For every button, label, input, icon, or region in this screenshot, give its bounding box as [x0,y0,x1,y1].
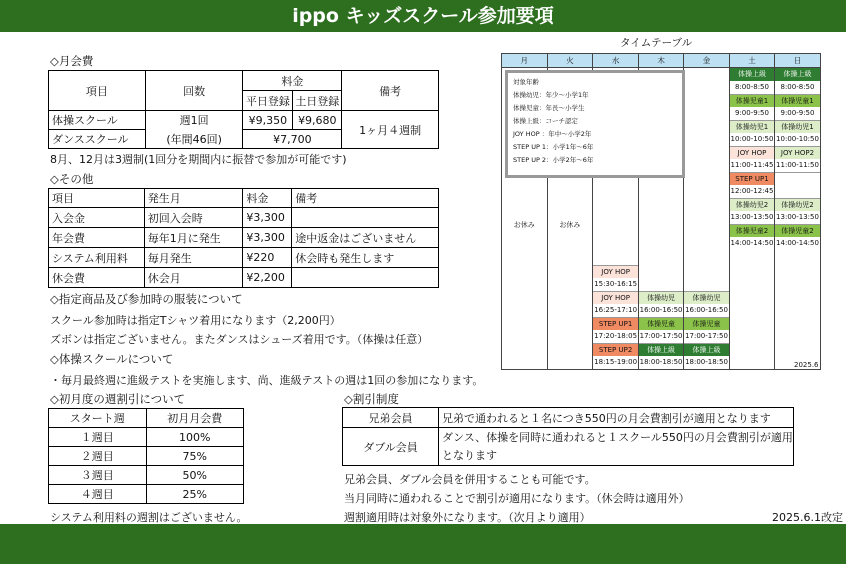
table-cell: １週目 [49,428,147,447]
table-header: 項目 [49,189,145,208]
age-line: 体操上級：コーチ認定 [513,117,578,125]
table-cell: ４週目 [49,485,147,504]
sat-column [730,68,775,370]
table-cell: システム利用料 [49,248,145,268]
apparel-line-1: スクール参加時は指定Tシャツ着用になります（2,200円） [50,314,341,327]
class-time: 8:00-8:50 [735,83,769,91]
class-name: JOY HOP2 [775,146,820,159]
table-cell: 1ヶ月４週制 [342,111,439,149]
table-cell: ¥9,680 [293,111,342,130]
class-name: 体操幼児1 [730,120,774,133]
class-name: JOY HOP [593,265,638,278]
table-cell: ダブル会員 [343,428,439,466]
table-cell: 毎年1月に発生 [144,228,243,248]
table-cell: 兄弟で通われると１名につき550円の月会費割引が適用となります [439,408,794,428]
class-name: 体操上級 [639,343,683,356]
table-cell: 50% [146,466,244,485]
table-cell: (年間46回) [145,130,243,149]
col-weekday: 平日登録 [243,91,293,111]
class-time: 12:00-12:45 [730,187,774,195]
class-time: 10:00-10:50 [730,135,774,143]
other-heading: ◇その他 [50,172,94,186]
table-cell [292,208,439,228]
class-name: STEP UP1 [593,317,638,330]
class-name: STEP UP1 [730,172,774,185]
discount-desc-line-1: ダンス、体操を同時に通われると１スクール550円の月会費割引が適用 [442,430,793,444]
col-fee: 料金 [243,71,342,91]
first-month-heading: ◇初月度の週割引について [50,392,186,406]
gym-line: ・毎月最終週に進級テストを実施します、尚、進級テストの週は1回の参加になります。 [50,374,484,387]
age-line: JOY HOP ：年中〜小学2年 [513,130,592,138]
table-header: 備考 [292,189,439,208]
age-line: 体操児童：年長〜小学生 [513,104,585,112]
class-name: 体操児童 [639,317,683,330]
table-cell [439,428,794,466]
class-time: 9:00-9:50 [735,109,769,117]
class-time: 18:00-18:50 [685,358,728,366]
class-name: 体操幼児 [639,291,683,304]
class-name: 体操幼児2 [775,198,820,211]
closed-tue: お休み [559,221,581,229]
col-item: 項目 [49,71,146,111]
day-wed: 水 [593,54,639,68]
table-cell: ¥3,300 [243,208,292,228]
class-time: 17:00-17:50 [685,332,728,340]
table-cell: 休会費 [49,268,145,288]
table-cell: 100% [146,428,244,447]
discount-note-1: 兄弟会員、ダブル会員を併用することも可能です。 [344,473,596,486]
class-name: 体操幼児 [684,291,729,304]
class-time: 18:00-18:50 [639,358,683,366]
class-name: JOY HOP [593,291,638,304]
class-time: 9:00-9:50 [780,109,815,117]
day-thu: 木 [639,54,684,68]
class-time: 15:30-16:15 [594,280,638,288]
class-time: 8:00-8:50 [780,83,815,91]
class-time: 16:00-16:50 [639,306,683,314]
class-name: 体操上級 [730,68,774,81]
revision-date: 2025.6.1改定 [772,511,843,524]
day-sun: 日 [774,54,820,68]
table-cell: ¥3,300 [243,228,292,248]
class-name: 体操幼児2 [730,198,774,211]
sun-column [774,68,820,370]
table-cell: 体操スクール [49,111,146,130]
fri-column [684,68,730,370]
gym-heading: ◇体操スクールについて [50,352,174,366]
monthly-heading: ◇月会費 [50,54,94,68]
class-time: 16:00-16:50 [685,306,728,314]
table-header: スタート週 [49,409,147,428]
class-time: 13:00-13:50 [776,213,819,221]
class-time: 18:15-19:00 [594,358,638,366]
table-header: 料金 [243,189,292,208]
class-time: 14:00-14:50 [730,239,774,247]
table-cell: ¥7,700 [243,130,342,149]
table-cell: ３週目 [49,466,147,485]
day-tue: 火 [547,54,593,68]
class-name: JOY HOP [730,146,774,159]
table-cell: 休会月 [144,268,243,288]
table-cell [292,268,439,288]
class-name: 体操児童2 [730,224,774,237]
apparel-line-2: ズボンは指定ございません。またダンスはシューズ着用です。（体操は任意） [50,333,429,346]
first-month-footnote: システム利用料の週割はございません。 [50,511,248,524]
discount-note-2: 当月同時に通われることで割引が適用になります。（休会時は適用外） [344,492,690,505]
table-cell: 75% [146,447,244,466]
class-time: 17:00-17:50 [639,332,683,340]
table-cell: ２週目 [49,447,147,466]
table-cell: ¥9,350 [243,111,293,130]
other-fee-table [48,188,439,288]
table-cell: 休会時も発生します [292,248,439,268]
class-name: 体操児童1 [775,94,820,107]
table-header: 初月月会費 [146,409,244,428]
table-cell: ダンススクール [49,130,146,149]
closed-mon: お休み [513,221,535,229]
age-line: 体操幼児：年少〜小学1年 [513,91,589,99]
discount-desc-line-2: となります [442,448,497,462]
col-note: 備考 [342,71,439,111]
table-cell: 初回入会時 [144,208,243,228]
age-line: 対象年齢 [513,78,539,86]
first-month-table [48,408,244,504]
class-time: 10:00-10:50 [776,135,819,143]
day-fri: 金 [684,54,730,68]
table-cell: 週1回 [145,111,243,130]
table-cell: 25% [146,485,244,504]
monthly-fee-table [48,70,439,149]
class-time: 11:00-11:50 [776,161,819,169]
discount-note-3: 週割適用時は対象外になります。（次月より適用） [344,511,591,524]
class-time: 16:25-17:10 [594,306,638,314]
footer-bar [0,524,846,564]
class-name: 体操上級 [684,343,729,356]
empty-slot [775,172,820,198]
class-name: 体操児童1 [730,94,774,107]
class-name: 体操幼児1 [775,120,820,133]
age-line: STEP UP 1：小学1年〜6年 [513,143,594,151]
class-time: 17:20-18:05 [594,332,638,340]
table-cell: 兄弟会員 [343,408,439,428]
class-name: 体操児童2 [775,224,820,237]
class-time: 14:00-14:50 [776,239,819,247]
table-cell: 入会金 [49,208,145,228]
class-time: 13:00-13:50 [730,213,774,221]
table-cell: ¥2,200 [243,268,292,288]
timetable-version: 2025.6 [794,361,819,369]
discount-table [342,407,794,466]
table-cell: 年会費 [49,228,145,248]
monthly-footnote: 8月、12月は3週制(1回分を期間内に振替で参加が可能です) [50,153,347,166]
day-sat: 土 [730,54,775,68]
class-name: 体操上級 [775,68,820,81]
class-name: 体操児童 [684,317,729,330]
table-cell: 途中返金はございません [292,228,439,248]
page-title: ippo キッズスクール参加要項 [0,0,846,32]
table-header: 発生月 [144,189,243,208]
age-target-box [505,70,685,178]
timetable-title: タイムテーブル [620,37,693,49]
class-time: 11:00-11:45 [730,161,774,169]
table-cell: ¥220 [243,248,292,268]
apparel-heading: ◇指定商品及び参加時の服装について [50,292,243,306]
age-line: STEP UP 2：小学2年〜6年 [513,156,594,164]
table-cell: 毎月発生 [144,248,243,268]
col-count: 回数 [145,71,243,111]
day-mon: 月 [502,54,548,68]
class-name: STEP UP2 [593,343,638,356]
col-weekend: 土日登録 [293,91,342,111]
discount-heading: ◇割引制度 [344,392,399,406]
